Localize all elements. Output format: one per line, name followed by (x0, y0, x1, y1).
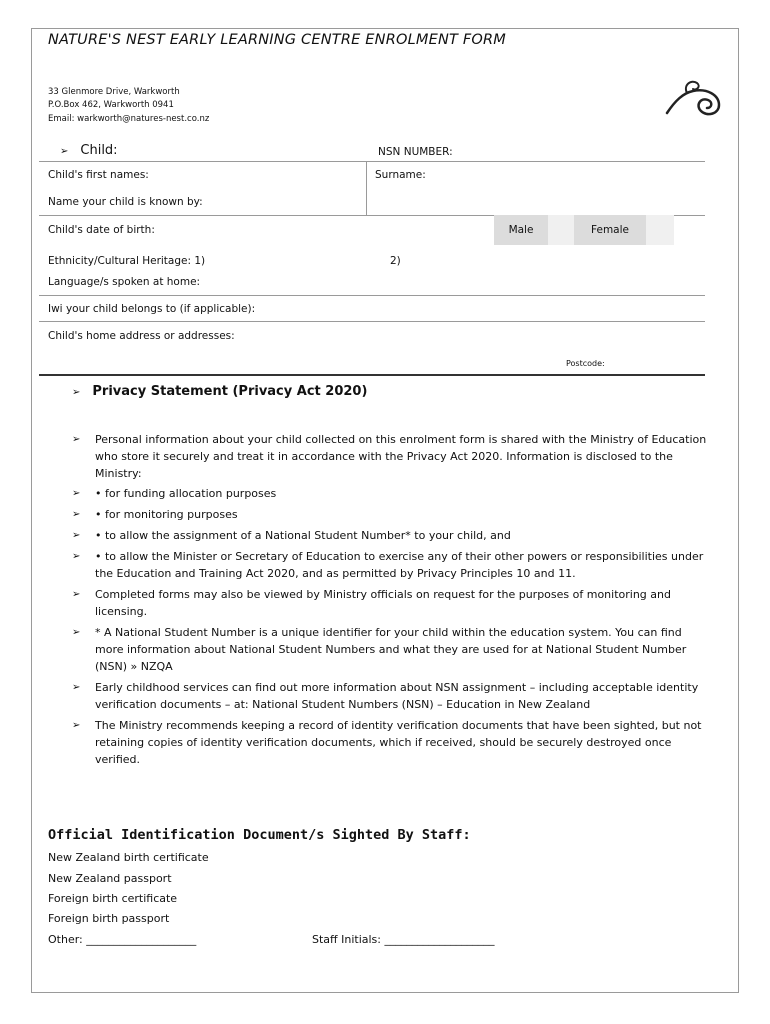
divider (366, 161, 367, 215)
email-line: Email: warkworth@natures-nest.co.nz (48, 114, 210, 124)
known-by-label: Name your child is known by: (48, 196, 203, 208)
home-address-label: Child's home address or addresses: (48, 330, 235, 342)
address-line-1: 33 Glenmore Drive, Warkworth (48, 87, 180, 97)
spiral-fern-icon (657, 71, 727, 121)
doc-item-nz-passport: New Zealand passport (48, 872, 172, 885)
privacy-item: ➢ • for funding allocation purposes (72, 487, 277, 500)
arrow-bullet-icon: ➢ (72, 530, 81, 541)
divider (39, 321, 705, 322)
arrow-bullet-icon: ➢ (72, 682, 81, 693)
privacy-item: ➢ • to allow the assignment of a National Student Number* to your child, and (72, 529, 511, 542)
section-divider (39, 374, 705, 376)
doc-item-foreign-passport: Foreign birth passport (48, 912, 170, 925)
divider (39, 295, 705, 296)
postcode-label: Postcode: (566, 359, 605, 368)
male-option[interactable]: Male (494, 215, 548, 245)
male-checkbox[interactable] (548, 215, 574, 245)
ethnicity-2-label: 2) (390, 255, 401, 267)
arrow-bullet-icon: ➢ (72, 720, 81, 731)
child-section-heading: ➢ Child: (60, 143, 118, 158)
arrow-bullet-icon: ➢ (72, 551, 81, 562)
privacy-item: ➢ • for monitoring purposes (72, 508, 238, 521)
staff-initials-field[interactable]: Staff Initials: ____________________ (312, 933, 495, 946)
other-field[interactable]: Other: ____________________ (48, 933, 197, 946)
arrow-bullet-icon: ➢ (72, 509, 81, 520)
arrow-bullet-icon: ➢ (72, 387, 81, 398)
form-title: NATURE'S NEST EARLY LEARNING CENTRE ENROLMENT FORM (48, 32, 506, 48)
privacy-item: ➢ Completed forms may also be viewed by Ministry officials on request for the purposes of monitoring and licensing. (72, 588, 671, 618)
privacy-item: ➢ Early childhood services can find out more information about NSN assignment – including acceptable identity verification documents – at: National Student Numbers (NSN) – Education in New Zealand (72, 681, 699, 711)
divider (39, 161, 705, 162)
privacy-item: ➢ The Ministry recommends keeping a record of identity verification documents that have been sighted, but not retaining copies of identity verification documents, which if received, should be securely destroyed once verified. (72, 719, 702, 766)
dob-label: Child's date of birth: (48, 224, 155, 236)
ethnicity-label: Ethnicity/Cultural Heritage: 1) (48, 255, 206, 267)
doc-item-nz-birth-certificate: New Zealand birth certificate (48, 851, 209, 864)
female-checkbox[interactable] (646, 215, 674, 245)
official-id-heading: Official Identification Document/s Sighted By Staff: (48, 827, 471, 843)
address-line-2: P.O.Box 462, Warkworth 0941 (48, 100, 174, 110)
language-label: Language/s spoken at home: (48, 276, 201, 288)
surname-label: Surname: (375, 169, 426, 181)
privacy-list (72, 431, 712, 768)
arrow-bullet-icon: ➢ (60, 146, 69, 157)
privacy-heading: ➢ Privacy Statement (Privacy Act 2020) (72, 384, 368, 399)
arrow-bullet-icon: ➢ (72, 589, 81, 600)
enrolment-form-page (31, 28, 739, 993)
female-option[interactable]: Female (574, 215, 646, 245)
arrow-bullet-icon: ➢ (72, 434, 81, 445)
first-names-label: Child's first names: (48, 169, 149, 181)
doc-item-foreign-birth-certificate: Foreign birth certificate (48, 892, 178, 905)
iwi-label: Iwi your child belongs to (if applicable): (48, 303, 256, 315)
privacy-item: ➢ * A National Student Number is a unique identifier for your child within the education system. You can find more information about National Student Numbers and what they are used for at National Student Number (NSN) » NZQA (72, 626, 687, 673)
arrow-bullet-icon: ➢ (72, 488, 81, 499)
privacy-item: ➢ • to allow the Minister or Secretary of Education to exercise any of their other powers or responsibilities under the Education and Training Act 2020, and as permitted by Privacy Principles 10 and 11. (72, 550, 704, 580)
privacy-item: ➢ Personal information about your child collected on this enrolment form is shared with the Ministry of Education who store it securely and treat it in accordance with the Privacy Act 2020. Information is disclosed to the Ministry: (72, 433, 707, 480)
nsn-number-label: NSN NUMBER: (378, 146, 453, 158)
arrow-bullet-icon: ➢ (72, 627, 81, 638)
